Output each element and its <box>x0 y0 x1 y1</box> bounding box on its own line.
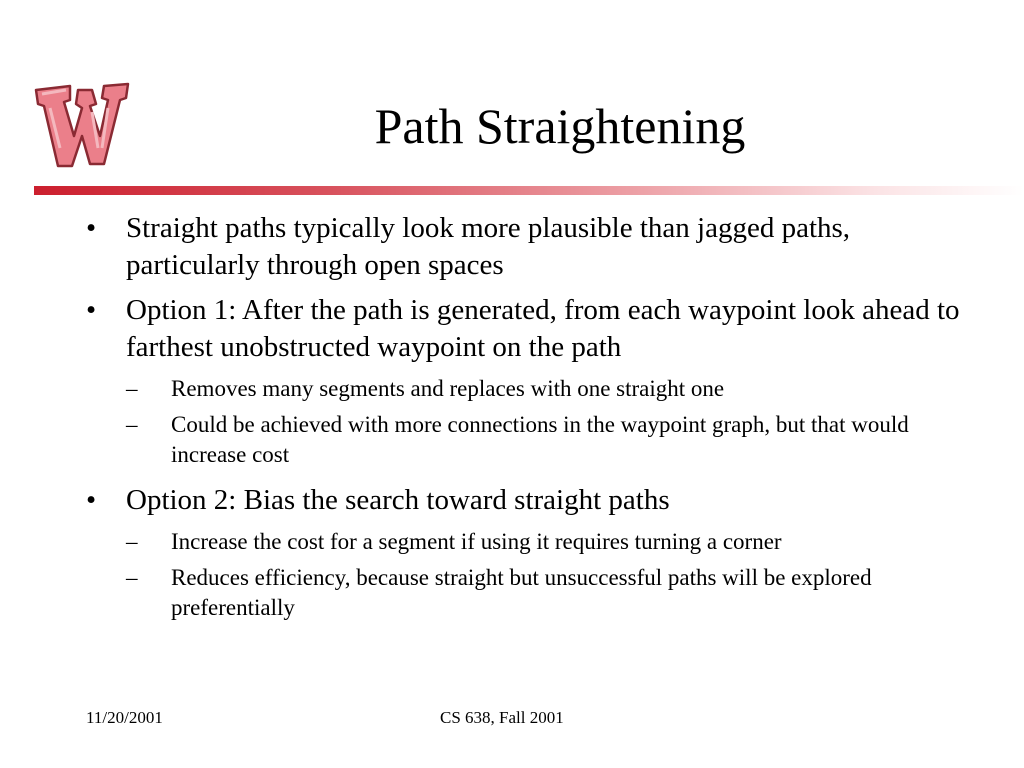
bullet-marker: • <box>86 294 97 326</box>
footer-date: 11/20/2001 <box>86 708 163 727</box>
wisconsin-w-logo-icon <box>30 78 130 174</box>
sub-bullet-text: Removes many segments and replaces with one straight one <box>171 376 725 401</box>
footer-course: CS 638, Fall 2001 <box>440 708 564 727</box>
bullet-text: Straight paths typically look more plausible than jagged paths, particularly through open spaces <box>126 212 851 281</box>
bullet-list <box>86 210 986 629</box>
sub-bullet-text: Reduces efficiency, because straight but unsuccessful paths will be explored preferentially <box>171 565 872 620</box>
sub-bullet-item <box>126 410 971 470</box>
sub-bullet-marker: – <box>126 529 138 554</box>
sub-bullet-text: Could be achieved with more connections in the waypoint graph, but that would increase cost <box>171 412 909 467</box>
sub-bullet-marker: – <box>126 565 138 590</box>
bullet-item <box>86 482 986 519</box>
bullet-marker: • <box>86 212 97 244</box>
bullet-item <box>86 210 986 284</box>
sub-bullet-item <box>126 563 971 623</box>
sub-bullet-text: Increase the cost for a segment if using it requires turning a corner <box>171 529 782 554</box>
bullet-text: Option 1: After the path is generated, from each waypoint look ahead to farthest unobstructed waypoint on the path <box>126 294 960 363</box>
sub-bullet-marker: – <box>126 376 138 401</box>
sub-bullet-item <box>126 374 971 404</box>
bullet-marker: • <box>86 484 97 516</box>
bullet-text: Option 2: Bias the search toward straight paths <box>126 484 670 516</box>
bullet-item <box>86 292 986 366</box>
sub-bullet-marker: – <box>126 412 138 437</box>
slide-title: Path Straightening <box>374 98 746 154</box>
sub-bullet-item <box>126 527 971 557</box>
title-divider <box>34 186 1024 195</box>
